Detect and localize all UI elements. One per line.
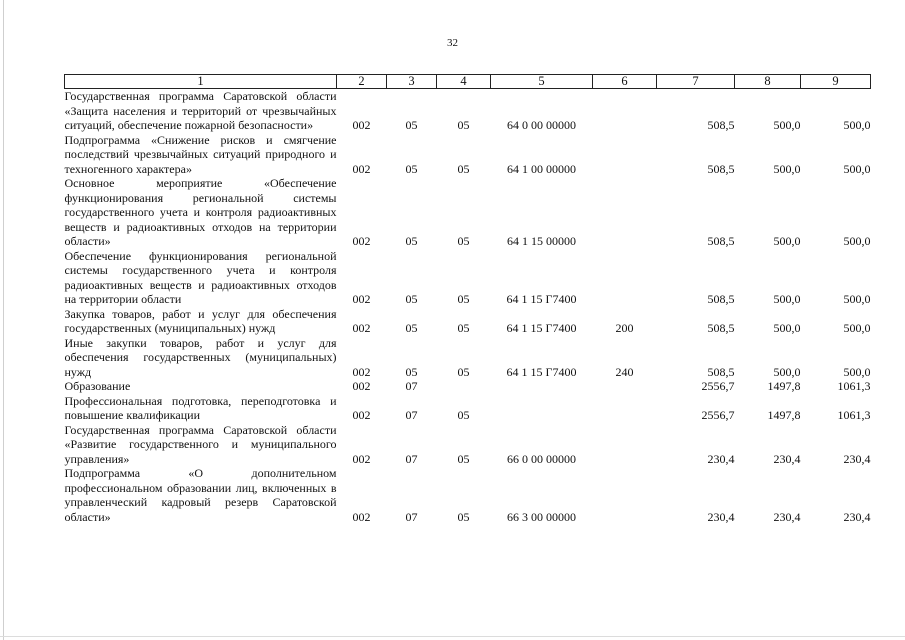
target-article-cell: 66 0 00 00000	[507, 451, 576, 466]
chapter-cell: 05	[405, 321, 418, 335]
amount-col9-cell: 500,0	[843, 161, 871, 176]
chapter-cell: 07	[405, 379, 418, 393]
target-article-cell: 64 0 00 00000	[507, 118, 576, 132]
amount-col9-cell: 500,0	[843, 118, 871, 132]
expense-type-cell	[593, 133, 657, 177]
row-name-cell: Государственная программа Саратовской области «Развитие государственного и муниципального управления»	[64, 422, 337, 466]
expense-type-cell: 240	[615, 364, 634, 379]
subchapter-cell: 05	[457, 118, 470, 132]
table-row	[65, 307, 871, 336]
section-code-cell: 002	[352, 292, 371, 306]
amount-col8-cell: 500,0	[773, 364, 801, 379]
table-row	[65, 133, 871, 177]
row-name-cell: Подпрограмма «О дополнительном профессиональном образовании лиц, включенных в управленческий кадровый резерв Саратовской области»	[64, 466, 337, 524]
table-row	[65, 423, 871, 467]
amount-col9-cell: 230,4	[843, 451, 871, 466]
row-name-cell: Подпрограмма «Снижение рисков и смягчение последствий чрезвычайных ситуаций природного и техногенного характера»	[64, 132, 337, 176]
amount-col9-cell: 1061,3	[837, 408, 871, 422]
amount-col8-cell: 500,0	[773, 118, 801, 132]
table-row	[65, 394, 871, 423]
col-header-8: 8	[735, 75, 801, 89]
amount-col7-cell: 2556,7	[701, 408, 735, 422]
amount-col7-cell: 508,5	[707, 292, 735, 306]
row-name-cell: Профессиональная подготовка, переподготовка и повышение квалификации	[64, 393, 337, 422]
table-row	[65, 379, 871, 394]
table-row	[65, 249, 871, 307]
scan-edge-left	[3, 0, 4, 640]
amount-col7-cell: 508,5	[707, 161, 735, 176]
amount-col9-cell: 500,0	[843, 292, 871, 306]
subchapter-cell: 05	[457, 364, 470, 379]
target-article-cell: 64 1 15 Г7400	[506, 292, 577, 306]
expense-type-cell	[593, 423, 657, 467]
section-code-cell: 002	[352, 364, 371, 379]
section-code-cell: 002	[352, 161, 371, 176]
chapter-cell: 07	[405, 408, 418, 422]
subchapter-cell: 05	[457, 408, 470, 422]
section-code-cell: 002	[352, 234, 371, 248]
chapter-cell: 05	[405, 161, 418, 176]
row-name-cell: Закупка товаров, работ и услуг для обеспечения государственных (муниципальных) нужд	[64, 306, 337, 335]
column-number-row	[65, 75, 871, 89]
amount-col8-cell: 1497,8	[767, 408, 801, 422]
subchapter-cell: 05	[457, 234, 470, 248]
amount-col7-cell: 508,5	[707, 321, 735, 335]
col-header-1: 1	[65, 75, 337, 89]
budget-table	[64, 74, 871, 524]
subchapter-cell: 05	[457, 292, 470, 306]
target-article-cell	[491, 394, 593, 423]
amount-col8-cell: 230,4	[773, 451, 801, 466]
amount-col8-cell: 500,0	[773, 161, 801, 176]
amount-col7-cell: 508,5	[707, 234, 735, 248]
section-code-cell: 002	[352, 509, 371, 524]
expense-type-cell	[593, 394, 657, 423]
subchapter-cell: 05	[457, 161, 470, 176]
amount-col7-cell: 230,4	[707, 509, 735, 524]
amount-col8-cell: 500,0	[773, 292, 801, 306]
target-article-cell: 64 1 15 Г7400	[506, 364, 577, 379]
chapter-cell: 07	[405, 451, 418, 466]
section-code-cell: 002	[352, 451, 371, 466]
amount-col8-cell: 230,4	[773, 509, 801, 524]
col-header-5: 5	[491, 75, 593, 89]
page-number: 32	[447, 37, 458, 49]
chapter-cell: 05	[405, 118, 418, 132]
amount-col9-cell: 500,0	[843, 321, 871, 335]
amount-col7-cell: 2556,7	[701, 379, 735, 393]
chapter-cell: 05	[405, 234, 418, 248]
expense-type-cell	[593, 249, 657, 307]
subchapter-cell: 05	[457, 451, 470, 466]
target-article-cell: 64 1 15 00000	[507, 234, 576, 248]
table-row	[65, 466, 871, 524]
subchapter-cell: 05	[457, 509, 470, 524]
col-header-4: 4	[437, 75, 491, 89]
target-article-cell: 64 1 00 00000	[507, 161, 576, 176]
expense-type-cell	[593, 466, 657, 524]
row-name-cell: Образование	[64, 379, 131, 393]
row-name-cell: Обеспечение функционирования региональной системы государственного учета и контроля радиоактивных веществ и радиоактивных отходов на территории области	[64, 248, 337, 306]
amount-col9-cell: 500,0	[843, 234, 871, 248]
expense-type-cell	[593, 379, 657, 394]
section-code-cell: 002	[352, 408, 371, 422]
section-code-cell: 002	[352, 321, 371, 335]
col-header-3: 3	[387, 75, 437, 89]
chapter-cell: 07	[405, 509, 418, 524]
chapter-cell: 05	[405, 292, 418, 306]
amount-col9-cell: 230,4	[843, 509, 871, 524]
col-header-9: 9	[801, 75, 871, 89]
col-header-6: 6	[593, 75, 657, 89]
section-code-cell: 002	[352, 118, 371, 132]
expense-type-cell	[593, 89, 657, 133]
amount-col7-cell: 508,5	[707, 364, 735, 379]
row-name-cell: Государственная программа Саратовской области «Защита населения и территорий от чрезвычайных ситуаций, обеспечение пожарной безопасности»	[64, 89, 337, 132]
amount-col8-cell: 500,0	[773, 234, 801, 248]
expense-type-cell: 200	[615, 321, 634, 335]
target-article-cell: 66 3 00 00000	[507, 509, 576, 524]
expense-type-cell	[593, 176, 657, 249]
table-row	[65, 336, 871, 380]
row-name-cell: Иные закупки товаров, работ и услуг для обеспечения государственных (муниципальных) нужд	[64, 335, 337, 379]
chapter-cell: 05	[405, 364, 418, 379]
col-header-2: 2	[337, 75, 387, 89]
subchapter-cell: 05	[457, 321, 470, 335]
amount-col7-cell: 230,4	[707, 451, 735, 466]
amount-col8-cell: 500,0	[773, 321, 801, 335]
subchapter-cell	[437, 379, 491, 394]
col-header-7: 7	[657, 75, 735, 89]
target-article-cell	[491, 379, 593, 394]
row-name-cell: Основное мероприятие «Обеспечение функционирования региональной системы государственного учета и контроля радиоактивных веществ и радиоактивных отходов на территории области»	[64, 176, 337, 248]
section-code-cell: 002	[352, 379, 371, 393]
table-row	[65, 176, 871, 249]
amount-col7-cell: 508,5	[707, 118, 735, 132]
amount-col8-cell: 1497,8	[767, 379, 801, 393]
amount-col9-cell: 500,0	[843, 364, 871, 379]
scan-edge-bottom	[0, 636, 905, 637]
target-article-cell: 64 1 15 Г7400	[506, 321, 577, 335]
table-row	[65, 89, 871, 133]
amount-col9-cell: 1061,3	[837, 379, 871, 393]
